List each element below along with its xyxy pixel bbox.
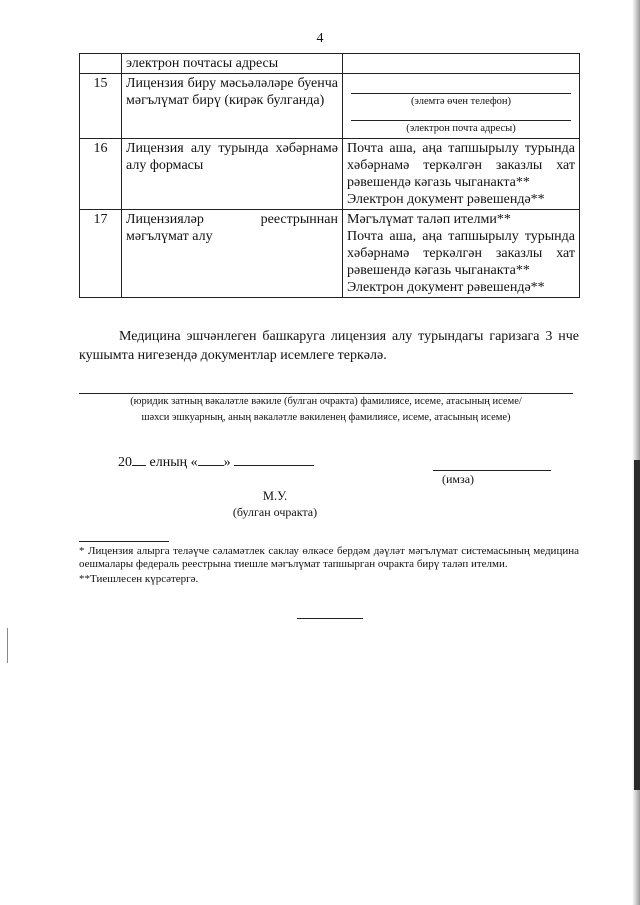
row-value-cell	[343, 139, 580, 210]
row-label-cell: Лицензияләр реестрыннан мәгълүмат алу	[122, 210, 343, 298]
row-value-cell	[343, 210, 580, 298]
phone-caption: (элемтә өчен телефон)	[410, 96, 512, 107]
attachment-paragraph: Медицина эшчәнлеген башкаруга лицензия алу турындагы гаризага 3 нче кушымта нигезендә документлар исемлеге теркәлә.	[79, 329, 579, 363]
email-blank-line	[351, 110, 571, 121]
delivery-option-none: Мәгълүмат таләп ителми**	[347, 212, 511, 227]
footnote-separator	[79, 541, 169, 542]
date-line	[118, 455, 314, 471]
date-year-blank	[132, 465, 146, 466]
row-number-cell	[80, 54, 122, 74]
scan-margin-mark	[7, 628, 8, 663]
signature-label: (имза)	[441, 472, 475, 486]
date-year-suffix: елның «	[146, 455, 198, 470]
phone-blank-line	[351, 79, 571, 94]
signatory-caption-1: (юридик затның вәкаләтле вәкиле (булган очракта) фамилиясе, исеме, атасының исеме/	[130, 396, 522, 407]
row-label-cell: электрон почтасы адресы	[122, 54, 343, 74]
table-row	[80, 210, 580, 298]
date-close: »	[223, 455, 231, 470]
scan-edge-dark	[634, 460, 640, 790]
footnote-2: **Тиешлесен күрсәтергә.	[79, 573, 199, 585]
row-number-cell: 15	[80, 74, 122, 139]
delivery-option-electronic: Электрон документ рәвешендә**	[347, 280, 545, 295]
date-month-blank	[234, 465, 314, 466]
row-value-cell	[343, 54, 580, 74]
table-row	[80, 74, 580, 139]
table-row	[80, 139, 580, 210]
signatory-caption-2: шәхси эшкуарның, аның вәкаләтле вәкиленең фамилиясе, исеме, атасының исеме)	[141, 412, 511, 423]
email-caption: (электрон почта адресы)	[406, 123, 516, 134]
stamp-note: (булган очракта)	[232, 505, 318, 519]
date-day-blank	[198, 465, 224, 466]
footnote-1: * Лицензия алырга теләүче сәламәтлек саклау өлкәсе бердәм дәүләт мәгълүмат системасының медицина оешмалары федераль реестрына тиешле мәгълүмат тапшырган очракта бирү таләп ителми.	[79, 545, 579, 570]
row-value-cell	[343, 74, 580, 139]
table-row	[80, 54, 580, 74]
row-label-cell: Лицензия алу турында хәбәрнамә алу формасы	[122, 139, 343, 210]
date-century: 20	[118, 455, 132, 470]
row-label-cell: Лицензия биру мәсьәләләре буенча мәгълүмат бирү (кирәк булганда)	[122, 74, 343, 139]
stamp-label: М.У.	[262, 489, 288, 503]
delivery-option-electronic: Электрон документ рәвешендә**	[347, 192, 545, 207]
footnotes	[79, 545, 579, 586]
page-number: 4	[316, 31, 324, 46]
row-number-cell: 17	[80, 210, 122, 298]
row-number-cell: 16	[80, 139, 122, 210]
delivery-option-paper: Почта аша, аңа тапшырылу турында хәбәрнамә теркәлгән заказлы хат рәвешендә кәгазь чыганакта**	[347, 229, 575, 278]
application-form-table	[79, 53, 580, 298]
end-of-document-rule	[297, 618, 363, 619]
delivery-option-paper: Почта аша, аңа тапшырылу турында хәбәрнамә теркәлгән заказлы хат рәвешендә кәгазь чыганакта**	[347, 141, 575, 190]
